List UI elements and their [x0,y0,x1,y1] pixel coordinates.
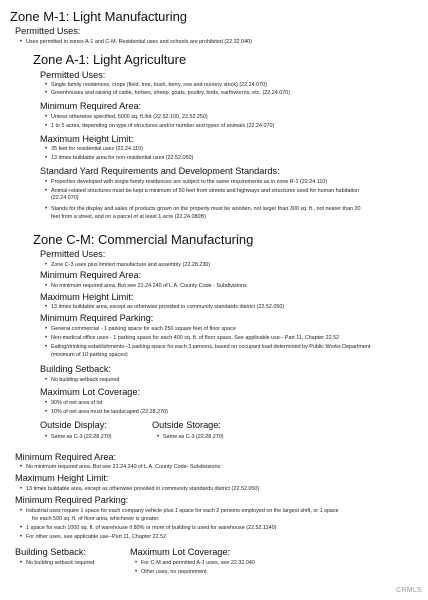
m1-coverage-heading: Maximum Lot Coverage: [130,547,231,557]
list-item: • Properties developed with single family residences are subject to the same requirements as in zone R-1 (22.24.110) [51,179,327,186]
list-item: • 13 times buildable area, except as otherwise provided in community standards district (22.52.050) [26,486,259,493]
list-item: • 1 space for each 1000 sq. ft. of warehouse if 80% or more of building is used for warehouse (22.52.1140) [26,525,276,532]
cm-display-heading: Outside Display: [40,420,107,430]
cm-parking-heading: Minimum Required Parking: [40,313,154,323]
m1-area-heading: Minimum Required Area: [15,452,117,462]
list-item: • Animal-related structures must be kept a minimum of 50 feet from streets and highways and structures used for human habitation [51,188,359,195]
a1-yard-heading: Standard Yard Requirements and Development Standards: [40,166,280,176]
list-item: • Same as C-3 (22.28.270) [163,434,224,441]
list-item: • General commercial - 1 parking space for each 250 square feet of floor space [51,326,236,333]
list-item-continuation: feet from a street, and on a parcel of at least 1 acre (22.24.080B) [51,214,206,220]
list-item: • For C-M and permitted A-1 uses, see 22.32.040 [141,560,255,567]
list-item: • Same as C-3 (22.28.270) [51,434,112,441]
zone-m1-title: Zone M-1: Light Manufacturing [10,9,188,24]
cm-area-heading: Minimum Required Area: [40,270,142,280]
m1-parking-heading: Minimum Required Parking: [15,495,129,505]
cm-setback-heading: Building Setback: [40,364,111,374]
list-item: • Uses permitted in zones A-1 and C-M. Residential uses and schools are prohibited (22.32.040) [26,39,252,46]
list-item: • Other uses, no requirement [141,569,207,576]
list-item: • 35 feet for residential uses (22.24.110) [51,146,143,153]
list-item: • 10% of net area must be landscaped (22.28.270) [51,409,168,416]
a1-area-heading: Minimum Required Area: [40,101,142,111]
list-item: • Zone C-3 uses plus limited manufacture and assembly (22.28.230) [51,262,210,269]
a1-height-heading: Maximum Height Limit: [40,134,134,144]
list-item: • 13 times buildable area, except as otherwise provided in community standards district (22.52.050) [51,304,284,311]
list-item: • For other uses, see applicable use--Part 11, Chapter 22.52 [26,534,166,541]
list-item: • 13 times buildable area for non-residential uses (22.52.050) [51,155,193,162]
list-item-continuation: for each 500 sq. ft. of floor area, whichever is greater. [32,516,160,522]
cm-coverage-heading: Maximum Lot Coverage: [40,387,141,397]
cm-height-heading: Maximum Height Limit: [40,292,134,302]
list-item: • No building setback required [26,560,94,567]
list-item: • Eating/drinking establishments--1 parking space for each 3 persons, based on occupant load determined by Public Works Department [51,344,370,351]
a1-permitted-heading: Permitted Uses: [40,70,106,80]
list-item: • 1 to 5 acres, depending on type of structures and/or number and types of animals (22.24.070) [51,123,274,130]
m1-setback-heading: Building Setback: [15,547,86,557]
list-item: • Single family residences, crops (field, tree, bush, berry, row and nursery stock) (22.24.070) [51,82,267,89]
m1-permitted-heading: Permitted Uses: [15,26,81,36]
mls-watermark: CRMLS [395,587,422,594]
list-item: • No minimum required area. But see 21.24.240 of L.A. County Code - Subdivisions [51,283,247,290]
cm-storage-heading: Outside Storage: [152,420,221,430]
list-item: • Greenhouses and raising of cattle, horses, sheep, goats, poultry, birds, earthworms, etc. (22.24.070) [51,90,290,97]
list-item-continuation: (minimum of 10 parking spaces) [51,352,128,358]
list-item-continuation: (22.24.070) [51,195,79,201]
list-item: • Stands for the display and sales of products grown on the property must be wooden, not larger than 300 sq. ft., not nearer than 20 [51,206,361,213]
zone-cm-title: Zone C-M: Commercial Manufacturing [33,232,254,247]
list-item: • No building setback required [51,377,119,384]
list-item: • Unless otherwise specified, 5000 sq. ft./lot (22.52.100, 22.52.250) [51,114,208,121]
list-item: • 90% of net area of lot [51,400,102,407]
list-item: • Industrial uses require 1 space for each company vehicle plus 1 space for each 2 persons employed on the largest shift, or 1 space [26,508,339,515]
zone-a1-title: Zone A-1: Light Agriculture [33,52,187,67]
cm-permitted-heading: Permitted Uses: [40,249,106,259]
list-item: • No minimum required area. But see 21.24.240 of L.A. County Code- Subdivisions [26,464,220,471]
list-item: • Non-medical office uses - 1 parking space for each 400 sq. ft. of floor space. See applicable use-- Part 11, Chapter 22.52 [51,335,339,342]
m1-height-heading: Maximum Height Limit: [15,473,109,483]
